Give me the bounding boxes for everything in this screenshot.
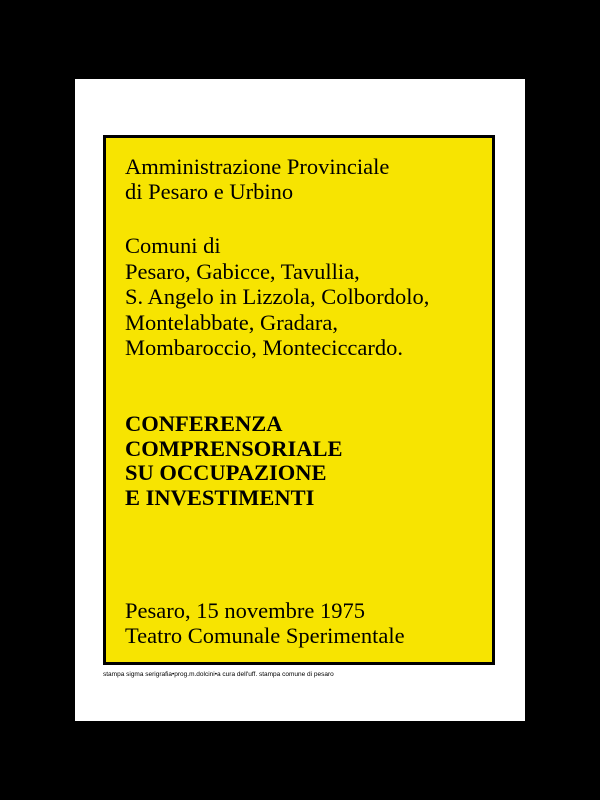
poster-panel xyxy=(103,135,495,665)
comuni-line: S. Angelo in Lizzola, Colbordolo, xyxy=(125,284,430,309)
title-line: SU OCCUPAZIONE xyxy=(125,460,327,485)
comuni-block xyxy=(125,233,429,361)
organizer-line: di Pesaro e Urbino xyxy=(125,179,294,204)
comuni-heading: Comuni di xyxy=(125,233,221,258)
comuni-line: Mombaroccio, Monteciccardo. xyxy=(125,335,404,360)
title-line: CONFERENZA xyxy=(125,411,283,436)
event-venue: Teatro Comunale Sperimentale xyxy=(125,623,405,648)
organizer-line: Amministrazione Provinciale xyxy=(125,154,390,179)
event-date: Pesaro, 15 novembre 1975 xyxy=(125,598,365,623)
poster-sheet xyxy=(75,79,525,721)
comuni-line: Pesaro, Gabicce, Tavullia, xyxy=(125,258,360,284)
event-details xyxy=(125,598,405,648)
title-line: COMPRENSORIALE xyxy=(125,435,343,461)
organizer-block xyxy=(125,154,389,204)
comuni-line: Montelabbate, Gradara, xyxy=(125,309,339,335)
title-line: E INVESTIMENTI xyxy=(125,484,315,510)
printer-credits: stampa sigma serigrafia•prog.m.dolcini•a cura dell'uff. stampa comune di pesaro xyxy=(103,671,334,678)
conference-title xyxy=(125,412,343,510)
